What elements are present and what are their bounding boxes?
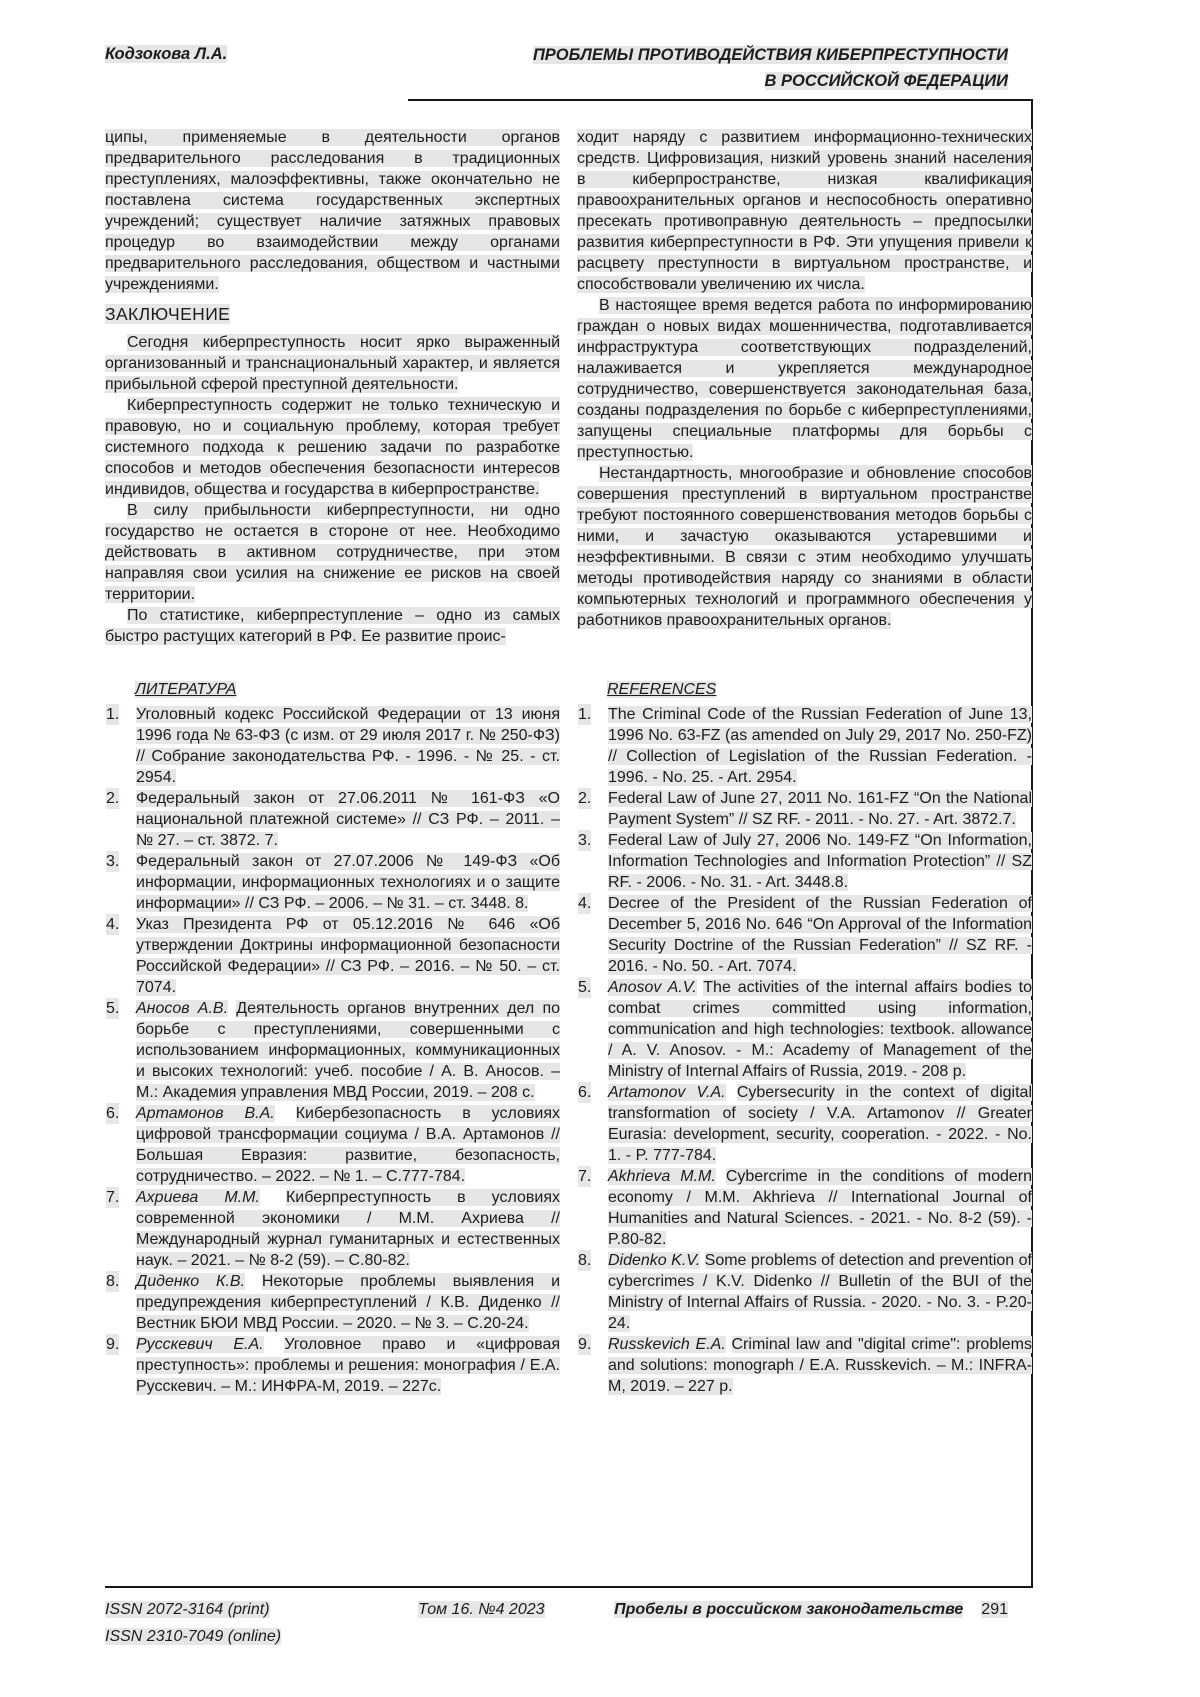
reference-text: The activities of the internal affairs bodies to combat crimes committed using information, communication and high technologies: textbook. allowance / A. V. Anosov. - M.: Academy of Management of the Ministry of Internal Affairs of Russia, 2019. - 208 p. [608, 979, 1033, 1080]
reference-item [577, 788, 1032, 830]
article-body [105, 127, 1032, 647]
footer-issn-online: ISSN 2310-7049 (online) [105, 1628, 282, 1645]
reference-item [105, 1103, 560, 1187]
literature-list [105, 704, 560, 1397]
reference-text: Киберпреступность в условиях современной экономики / М.М. Ахриева // Международный журнал гуманитарных и естественных наук. – 2021. – № 8-2 (59). – С.80-82. [136, 1189, 561, 1269]
reference-text: Федеральный закон от 27.07.2006 № 149-ФЗ «Об информации, информационных технологиях и о защите информации» // СЗ РФ. – 2006. – № 31. – ст. 3448. 8. [136, 853, 560, 912]
reference-number: 8. [106, 1273, 120, 1290]
literature-column [105, 681, 560, 1397]
reference-number: 1. [578, 706, 592, 723]
reference-number: 6. [106, 1105, 120, 1122]
reference-text: Указ Президента РФ от 05.12.2016 № 646 «Об утверждении Доктрины информационной безопасности Российской Федерации» // СЗ РФ. – 2016. – № 50. – ст. 7074. [136, 916, 560, 996]
reference-item [105, 1334, 560, 1397]
reference-item [105, 788, 560, 851]
footer-page-number: 291 [981, 1601, 1008, 1618]
paper-title [533, 42, 1008, 94]
reference-text: The Criminal Code of the Russian Federation of June 13, 1996 No. 63-FZ (as amended on July 29, 2017 No. 250-FZ) // Collection of Legislation of the Russian Federation. - 1996. - No. 25. - Art. 2954. [608, 706, 1032, 786]
reference-author: Русскевич Е.А. [136, 1336, 264, 1353]
paragraph: ципы, применяемые в деятельности органов предварительного расследования в традиционных преступлениях, малоэффективны, также окончательно не поставлена система государственных экспертных учреждений; существует наличие затяжных правовых процедур во взаимодействии между органами предварительного расследования, обществом и частными учреждениями. [105, 129, 560, 293]
reference-item [577, 704, 1032, 788]
body-right-column [577, 127, 1032, 647]
reference-text: Some problems of detection and prevention of cybercrimes / K.V. Didenko // Bulletin of the BUI of the Ministry of Internal Affairs of Russia. - 2020. - No. 3. - P.20-24. [608, 1252, 1032, 1332]
reference-item [577, 1166, 1032, 1250]
reference-author: Аносов А.В. [136, 1000, 229, 1017]
reference-item [577, 1250, 1032, 1334]
reference-item [577, 830, 1032, 893]
reference-author: Russkevich E.A. [608, 1336, 726, 1353]
references-column [577, 681, 1032, 1397]
reference-number: 7. [578, 1168, 592, 1185]
footer-journal-title: Пробелы в российском законодательстве [614, 1601, 964, 1618]
reference-number: 4. [106, 916, 120, 933]
reference-item [577, 977, 1032, 1082]
footer-row [105, 1624, 1008, 1651]
reference-number: 3. [578, 832, 592, 849]
reference-text: Federal Law of June 27, 2011 No. 161-FZ “On the National Payment System” // SZ RF. - 2011. - No. 27. - Art. 3872.7. [608, 790, 1032, 828]
reference-number: 5. [106, 1000, 120, 1017]
reference-author: Ахриева М.М. [136, 1189, 260, 1206]
reference-number: 4. [578, 895, 592, 912]
header-author [105, 42, 227, 67]
reference-text: Federal Law of July 27, 2006 No. 149-FZ “On Information, Information Technologies and Information Protection” // SZ RF. - 2006. - No. 31. - Art. 3448.8. [608, 832, 1032, 891]
footer-volume: Том 16. №4 2023 [418, 1601, 545, 1618]
reference-item [105, 704, 560, 788]
reference-author: Artamonov V.A. [608, 1084, 726, 1101]
references-section [105, 681, 1032, 1397]
reference-item [105, 851, 560, 914]
references-list [577, 704, 1032, 1397]
reference-text: Decree of the President of the Russian Federation of December 5, 2016 No. 646 “On Approval of the Information Security Doctrine of the Russian Federation” // SZ RF. - 2016. - No. 50. - Art. 7074. [608, 895, 1032, 975]
reference-item [105, 914, 560, 998]
reference-number: 3. [106, 853, 120, 870]
conclusion-heading: ЗАКЛЮЧЕНИЕ [105, 304, 231, 324]
reference-number: 9. [578, 1336, 592, 1353]
reference-item [105, 998, 560, 1103]
reference-number: 5. [578, 979, 592, 996]
reference-number: 8. [578, 1252, 592, 1269]
reference-author: Akhrieva M.M. [608, 1168, 716, 1185]
literature-heading: ЛИТЕРАТУРА [135, 681, 237, 698]
paragraph: Киберпреступность содержит не только техническую и правовую, но и социальную проблему, которая требует системного подхода к решению задачи по разработке способов и методов обеспечения безопасности интересов индивидов, общества и государства в киберпространстве. [105, 397, 560, 498]
reference-item [105, 1187, 560, 1271]
paper-title-line-2: В РОССИЙСКОЙ ФЕДЕРАЦИИ [764, 72, 1008, 90]
footer-journal-group [614, 1597, 1008, 1623]
reference-text: Федеральный закон от 27.06.2011 № 161-ФЗ «О национальной платежной системе» // СЗ РФ. – 2011. – № 27. – ст. 3872. 7. [136, 790, 560, 849]
page-footer [105, 1597, 1008, 1651]
reference-text: Уголовное право и «цифровая преступность»: проблемы и решения: монография / Е.А. Русскевич. – М.: ИНФРА-М, 2019. – 227с. [136, 1336, 561, 1395]
reference-text: Деятельность органов внутренних дел по борьбе с преступлениями, совершенными с использованием информационных, коммуникационных и высоких технологий: учеб. пособие / А. В. Аносов. – М.: Академия управления МВД России, 2019. – 208 с. [136, 1000, 561, 1101]
reference-item [577, 1334, 1032, 1397]
footer-rule [105, 1586, 1033, 1588]
footer-row [105, 1597, 1008, 1624]
page-header [105, 42, 1008, 94]
header-rule [408, 99, 1033, 101]
reference-item [577, 1082, 1032, 1166]
reference-text: Некоторые проблемы выявления и предупреждения киберпреступлений / К.В. Диденко // Вестник БЮИ МВД России. – 2020. – № 3. – С.20-24. [136, 1273, 560, 1332]
reference-number: 9. [106, 1336, 120, 1353]
reference-number: 2. [578, 790, 592, 807]
reference-number: 1. [106, 706, 120, 723]
reference-number: 2. [106, 790, 120, 807]
paragraph: Сегодня киберпреступность носит ярко выраженный организованный и транснациональный характер, и является прибыльной сферой преступной деятельности. [105, 334, 560, 393]
reference-item [105, 1271, 560, 1334]
paper-title-line-1: ПРОБЛЕМЫ ПРОТИВОДЕЙСТВИЯ КИБЕРПРЕСТУПНОСТИ [532, 46, 1008, 64]
reference-author: Didenko K.V. [608, 1252, 701, 1269]
footer-issn-print: ISSN 2072-3164 (print) [105, 1601, 270, 1618]
reference-text: Кибербезопасность в условиях цифровой трансформации социума / В.А. Артамонов // Большая Евразия: развитие, безопасность, сотрудничество. – 2022. – № 1. – С.777-784. [136, 1105, 561, 1185]
paragraph: В настоящее время ведется работа по информированию граждан о новых видах мошенничества, подготавливается инфраструктура соответствующих подразделений, налаживается и укрепляется международное сотрудничество, совершенствуется законодательная база, созданы подразделения по борьбе с киберпреступлениями, запущены специальные платформы для борьбы с преступностью. [577, 297, 1032, 461]
reference-item [577, 893, 1032, 977]
reference-number: 7. [106, 1189, 120, 1206]
paragraph: В силу прибыльности киберпреступности, ни одно государство не остается в стороне от нее. Необходимо действовать в активном сотрудничестве, при этом направляя свои усилия на снижение ее рисков на своей территории. [105, 502, 560, 603]
reference-text: Уголовный кодекс Российской Федерации от 13 июня 1996 года № 63-ФЗ (с изм. от 29 июля 2017 г. № 250-ФЗ) // Собрание законодательства РФ. - 1996. - № 25. - ст. 2954. [136, 706, 560, 786]
body-left-column [105, 127, 560, 647]
references-heading: REFERENCES [607, 681, 717, 698]
paragraph: ходит наряду с развитием информационно-технических средств. Цифровизация, низкий уровень знаний населения в киберпространстве, низкая квалификация правоохранительных органов и неспособность оперативно пресекать противоправную деятельность – предпосылки развития киберпреступности в РФ. Эти упущения привели к расцвету преступности в виртуальном пространстве, и способствовали увеличению их числа. [577, 129, 1032, 293]
reference-author: Артамонов В.А. [136, 1105, 275, 1122]
reference-number: 6. [578, 1084, 592, 1101]
paragraph: По статистике, киберпреступление – одно из самых быстро растущих категорий в РФ. Ее развитие проис- [105, 607, 560, 645]
reference-author: Anosov A.V. [608, 979, 697, 996]
reference-text: Cybersecurity in the context of digital transformation of society / V.A. Artamonov // Greater Eurasia: development, security, cooperation. - 2022. - No. 1. - P. 777-784. [608, 1084, 1033, 1164]
paragraph: Нестандартность, многообразие и обновление способов совершения преступлений в виртуальном пространстве требуют постоянного совершенствования методов борьбы с ними, и зачастую оказываются устаревшими и неэффективными. В связи с этим необходимо улучшать методы противодействия наряду со знаниями в области компьютерных технологий и программного обеспечения у работников правоохранительных органов. [577, 465, 1032, 629]
reference-author: Диденко К.В. [136, 1273, 246, 1290]
reference-text: Cybercrime in the conditions of modern economy / M.M. Akhrieva // International Journal of Humanities and Natural Sciences. - 2021. - No. 8-2 (59). - P.80-82. [608, 1168, 1032, 1248]
reference-text: Criminal law and "digital crime": problems and solutions: monograph / E.A. Russkevich. – M.: INFRA-M, 2019. – 227 p. [608, 1336, 1033, 1395]
header-author-text: Кодзокова Л.А. [105, 45, 228, 63]
